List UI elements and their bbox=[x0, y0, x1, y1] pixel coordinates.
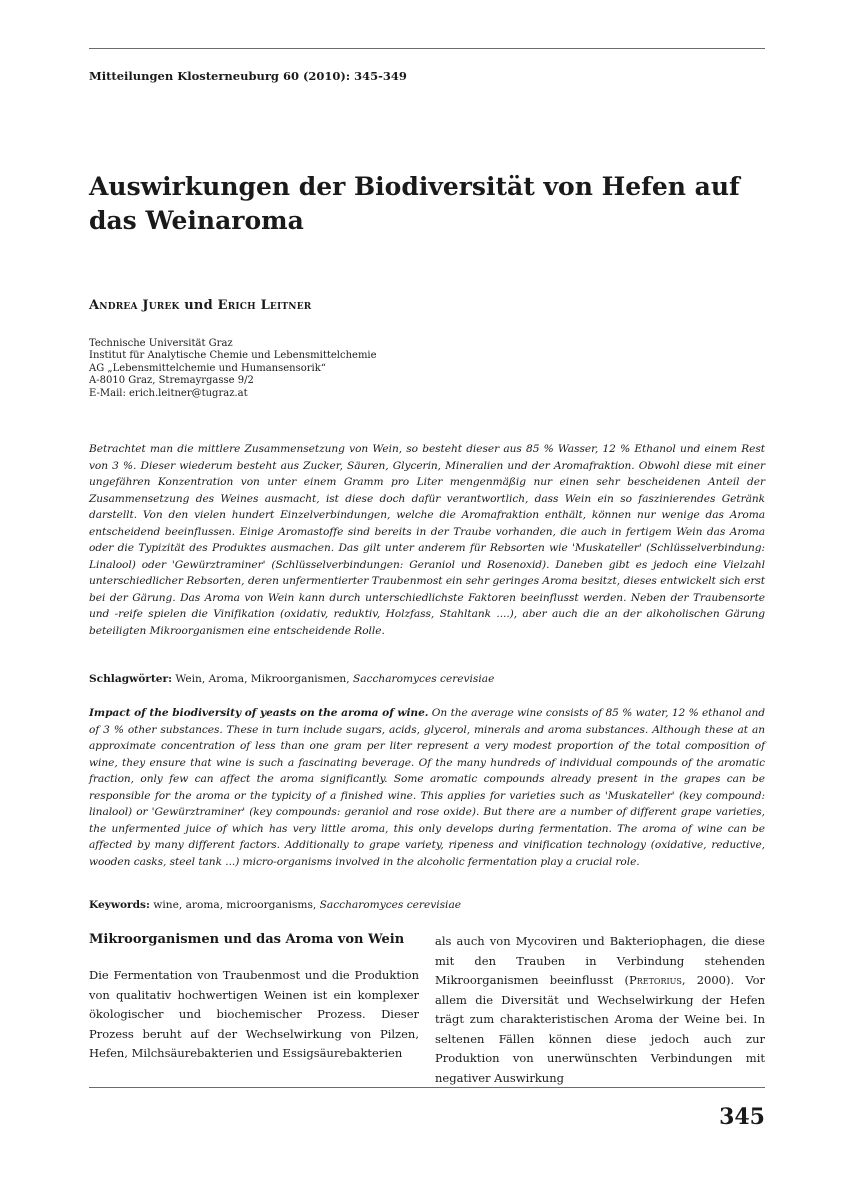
article-title: Auswirkungen der Biodiversität von Hefen auf das Weinaroma bbox=[89, 172, 740, 235]
citation: Pretorius, 2000 bbox=[629, 973, 727, 987]
keywords-species: Saccharomyces cerevisiae bbox=[352, 673, 495, 685]
abstract-english bbox=[89, 705, 765, 870]
keywords-list: Wein, Aroma, Mikroorganismen, bbox=[175, 673, 350, 685]
body-text: als auch von Mycoviren und Bakteriophagen, die diese mit den Trauben in Verbindung stehenden Mikroorganismen beeinflusst ( bbox=[435, 934, 765, 987]
author-line bbox=[89, 298, 311, 313]
affiliation-block bbox=[89, 338, 377, 400]
keywords-english bbox=[89, 897, 765, 914]
keywords-list: wine, aroma, microorganisms, bbox=[153, 899, 317, 911]
keywords-german bbox=[89, 671, 765, 688]
keywords-label: Keywords: bbox=[89, 899, 150, 911]
footer-rule bbox=[89, 1087, 765, 1088]
affiliation-line: Technische Universität Graz bbox=[89, 338, 233, 349]
affiliation-line: AG „Lebensmittelchemie und Humansensorik“ bbox=[89, 362, 326, 374]
author-name: Andrea Jurek bbox=[89, 298, 180, 313]
affiliation-email: E-Mail: erich.leitner@tugraz.at bbox=[89, 387, 248, 399]
journal-reference: Mitteilungen Klosterneuburg 60 (2010): 345-349 bbox=[89, 69, 407, 83]
affiliation-line: Institut für Analytische Chemie und Lebensmittelchemie bbox=[89, 350, 377, 362]
keywords-label: Schlagwörter: bbox=[89, 673, 172, 685]
affiliation-line: A-8010 Graz, Stremayrgasse 9/2 bbox=[89, 375, 254, 387]
page-number: 345 bbox=[719, 1104, 765, 1130]
author-name: Erich Leitner bbox=[217, 298, 312, 313]
body-column-right bbox=[435, 932, 765, 1088]
author-connector: und bbox=[184, 298, 213, 313]
body-text: ). Vor allem die Diversität und Wechselwirkung der Hefen trägt zum charakteristischen Aroma der Weine bei. In seltenen Fällen können diese jedoch auch zur Produktion von unerwünschten Verbindungen mit negativer Auswirkung bbox=[435, 973, 766, 1085]
abstract-english-text: On the average wine consists of 85 % water, 12 % ethanol and of 3 % other substances. These in turn include sugars, acids, glycerol, minerals and aroma substances. Although these at an approximate concentration of less than one gram per liter represent a very modest proportion of the total composition of wine, they ensure that wine is such a fascinating beverage. Of the many hundreds of individual compounds of the aromatic fraction, only few can affect the aroma significantly. Some aromatic compounds already present in the grapes can be responsible for the aroma or the typicity of a finished wine. This applies for varieties such as 'Muskateller' (key compound: linalool) or 'Gewürztraminer' (key compounds: geraniol and rose oxide). But there are a number of different grape varieties, the unfermented juice of which has very little aroma, this only develops during fermentation. The aroma of wine can be affected by many different factors. Additionally to grape variety, ripeness and vinification technology (oxidative, reductive, wooden casks, steel tank ...) micro-organisms involved in the alcoholic fermentation play a crucial role. bbox=[89, 707, 765, 868]
header-rule bbox=[89, 48, 765, 49]
abstract-english-title: Impact of the biodiversity of yeasts on the aroma of wine. bbox=[89, 707, 429, 719]
body-column-left: Die Fermentation von Traubenmost und die Produktion von qualitativ hochwertigen Weinen ist ein komplexer ökologischer und biochemischer Prozess. Dieser Prozess beruht auf der Wechselwirkung von Pilzen, Hefen, Milchsäurebakterien und Essigsäurebakterien bbox=[89, 968, 419, 1060]
keywords-species: Saccharomyces cerevisiae bbox=[319, 899, 462, 911]
abstract-german: Betrachtet man die mittlere Zusammensetzung von Wein, so besteht dieser aus 85 % Wasser, 12 % Ethanol und einem Rest von 3 %. Dieser wiederum besteht aus Zucker, Säuren, Glycerin, Mineralien und der Aromafraktion. Obwohl diese mit einer ungefähren Konzentration von unter einem Gramm pro Liter mengenmäßig nur einen sehr bescheidenen Anteil der Zusammensetzung des Weines ausmacht, ist diese doch dafür verantwortlich, dass Wein ein so faszinierendes Getränk darstellt. Von den vielen hundert Einzelverbindungen, welche die Aromafraktion enthält, können nur wenige das Aroma entscheidend beeinflussen. Einige Aromastoffe sind bereits in der Traube vorhanden, die auch in fertigem Wein das Aroma oder die Typizität des Produktes ausmachen. Das gilt unter anderem für Rebsorten wie 'Muskateller' (Schlüsselverbindung: Linalool) oder 'Gewürztraminer' (Schlüsselverbindungen: Geraniol und Rosenoxid). Daneben gibt es jedoch eine Vielzahl unterschiedlicher Rebsorten, deren unfermentierter Traubenmost ein sehr geringes Aroma besitzt, dieses entwickelt sich erst bei der Gärung. Das Aroma von Wein kann durch unterschiedlichste Faktoren beeinflusst werden. Neben der Traubensorte und -reife spielen die Vinifikation (oxidativ, reduktiv, Holzfass, Stahltank ....), aber auch die an der alkoholischen Gärung beteiligten Mikroorganismen eine entscheidende Rolle. bbox=[89, 443, 765, 637]
section-heading: Mikroorganismen und das Aroma von Wein bbox=[89, 932, 405, 947]
